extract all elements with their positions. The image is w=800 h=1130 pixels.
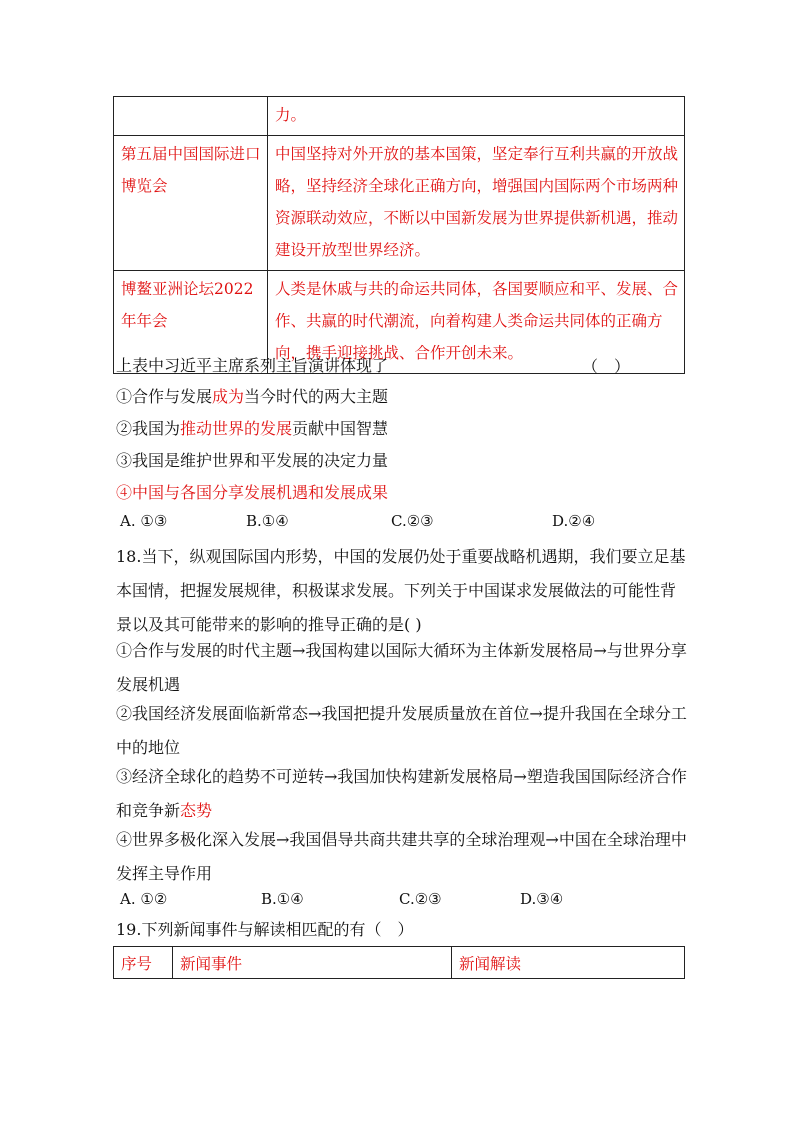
q18-stem: 18.当下，纵观国际国内形势，中国的发展仍处于重要战略机遇期，我们要立足基本国情，把握发展规律，积极谋求发展。下列关于中国谋求发展做法的可能性背景以及其可能带来的影响的推导正确的是( ) [116,547,686,634]
table-header-row [114,947,685,979]
statement-text: 贡献中国智慧 [292,419,389,438]
event-cell [114,97,268,136]
column-header-index: 序号 [114,947,173,979]
q17-answer-paren: （ ） [582,357,631,376]
q17-statement-1 [116,380,691,414]
content-cell: 力。 [268,97,685,136]
q18-statement-4: ④世界多极化深入发展→我国倡导共商共建共享的全球治理观→中国在全球治理中发挥主导作用 [116,830,687,883]
event-cell: 博鳌亚洲论坛2022年年会 [114,271,268,374]
option-d[interactable]: D.②④ [552,512,596,530]
statement-text: ②我国为 [116,419,181,438]
highlight-text: 推动世界的发展 [180,419,293,438]
option-a[interactable]: A. ①② [120,890,168,908]
option-b[interactable]: B.①④ [246,512,289,530]
option-c[interactable]: C.②③ [399,890,442,908]
speech-table [113,96,685,374]
table-row [114,97,685,136]
column-header-event: 新闻事件 [173,947,452,979]
table-row [114,136,685,271]
column-header-interpretation: 新闻解读 [452,947,685,979]
highlight-text: 态势 [180,801,213,820]
q17-statement-4: ④中国与各国分享发展机遇和发展成果 [116,483,389,502]
statement-text: ①合作与发展 [116,387,213,406]
q18-statement-3 [116,760,691,828]
q17-stem: 上表中习近平主席系列主旨演讲体现了 [116,356,389,375]
event-cell: 第五届中国国际进口博览会 [114,136,268,271]
highlight-text: 成为 [212,387,245,406]
content-cell: 中国坚持对外开放的基本国策，坚定奉行互利共赢的开放战略，坚持经济全球化正确方向，增强国内国际两个市场两种资源联动效应，不断以中国新发展为世界提供新机遇，推动建设开放型世界经济。 [268,136,685,271]
q17-statement-3: ③我国是维护世界和平发展的决定力量 [116,451,389,470]
statement-text: 当今时代的两大主题 [244,387,389,406]
statement-text: ③经济全球化的趋势不可逆转→我国加快构建新发展格局→塑造我国国际经济合作和竞争新 [116,767,687,820]
q18-statement-2: ②我国经济发展面临新常态→我国把提升发展质量放在首位→提升我国在全球分工中的地位 [116,704,687,757]
q18-statement-1: ①合作与发展的时代主题→我国构建以国际大循环为主体新发展格局→与世界分享发展机遇 [116,641,687,694]
option-b[interactable]: B.①④ [261,890,304,908]
news-table [113,946,685,979]
option-d[interactable]: D.③④ [520,890,564,908]
q17-statement-2 [116,412,691,446]
q19-stem: 19.下列新闻事件与解读相匹配的有（ ） [116,920,414,939]
content-cell: 人类是休戚与共的命运共同体，各国要顺应和平、发展、合作、共赢的时代潮流，向着构建人类命运共同体的正确方向，携手迎接挑战、合作开创未来。 [268,271,685,374]
option-a[interactable]: A. ①③ [120,512,168,530]
option-c[interactable]: C.②③ [391,512,434,530]
